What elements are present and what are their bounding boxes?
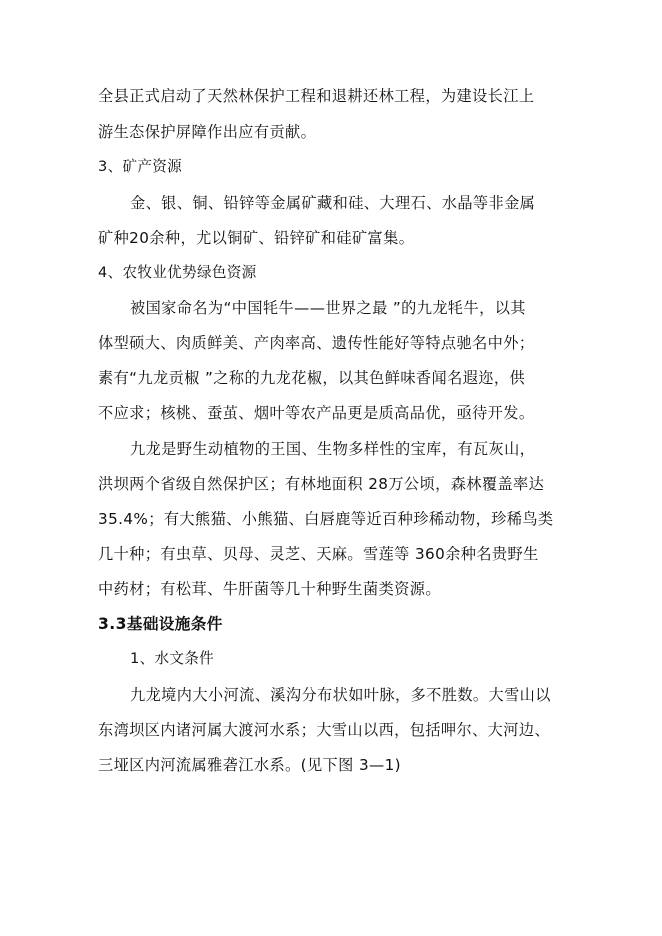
section-infra-title: 3.3基础设施条件 — [98, 615, 223, 633]
paragraph-hydro-line-3: 三垭区内河流属雅砻江水系。(见下图 3—1) — [98, 756, 401, 774]
section-agri-title: 4、农牧业优势绿色资源 — [98, 264, 257, 281]
paragraph-wildlife-line-4: 几十种；有虫草、贝母、灵芝、天麻。雪莲等 360余种名贵野生 — [98, 545, 539, 563]
paragraph-agri-line-2: 体型硕大、肉质鲜美、产肉率高、遗传性能好等特点驰名中外； — [98, 334, 535, 352]
paragraph-mineral-line-1: 金、银、铜、铅锌等金属矿藏和硅、大理石、水晶等非金属 — [130, 194, 536, 212]
paragraph-forest-line-2: 游生态保护屏障作出应有贡献。 — [98, 123, 317, 141]
paragraph-wildlife-line-3: 35.4%；有大熊猫、小熊猫、白唇鹿等近百种珍稀动物，珍稀鸟类 — [98, 510, 554, 528]
paragraph-wildlife-line-5: 中药材；有松茸、牛肝菌等几十种野生菌类资源。 — [98, 580, 441, 598]
paragraph-agri-line-3: 素有“九龙贡椒 ”之称的九龙花椒，以其色鲜味香闻名遐迩，供 — [98, 369, 526, 387]
paragraph-hydro-line-1: 九龙境内大小河流、溪沟分布状如叶脉，多不胜数。大雪山以 — [130, 686, 551, 704]
paragraph-hydro-line-2: 东湾坝区内诸河属大渡河水系；大雪山以西，包括呷尔、大河边、 — [98, 721, 551, 739]
paragraph-forest-line-1: 全县正式启动了天然林保护工程和退耕还林工程，为建设长江上 — [98, 87, 535, 105]
paragraph-wildlife-line-1: 九龙是野生动植物的王国、生物多样性的宝库，有瓦灰山， — [130, 440, 536, 458]
paragraph-agri-line-4: 不应求；核桃、蚕茧、烟叶等农产品更是质高品优，亟待开发。 — [98, 404, 535, 422]
paragraph-agri-line-1: 被国家命名为“中国牦牛——世界之最 ”的九龙牦牛，以其 — [130, 299, 526, 317]
paragraph-mineral-line-2: 矿种20余种，尤以铜矿、铅锌矿和硅矿富集。 — [98, 229, 415, 247]
subsection-hydro-title: 1、水文条件 — [130, 650, 215, 667]
section-mineral-title: 3、矿产资源 — [98, 158, 183, 175]
paragraph-wildlife-line-2: 洪坝两个省级自然保护区；有林地面积 28万公顷，森林覆盖率达 — [98, 475, 545, 493]
